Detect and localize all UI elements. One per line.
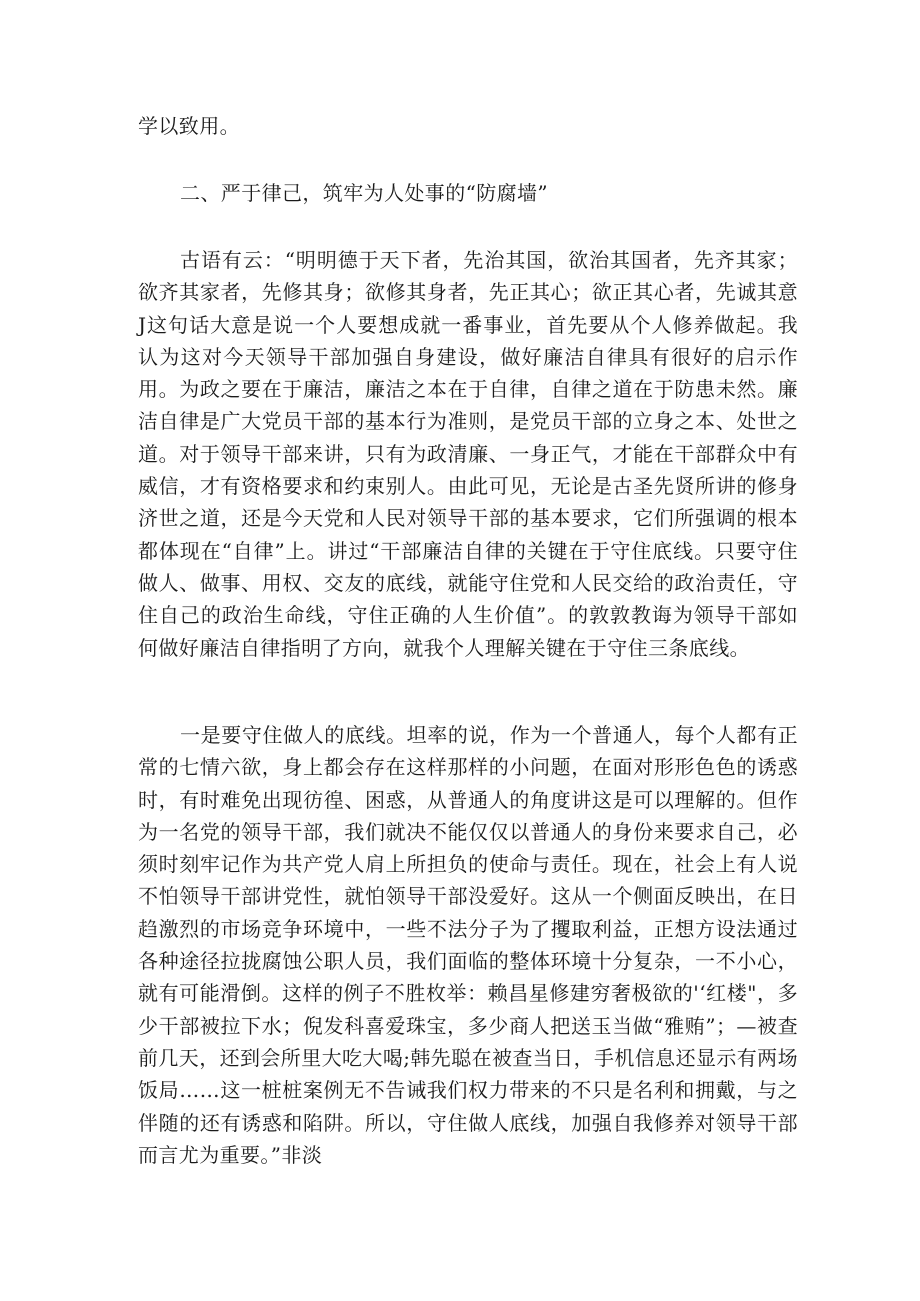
- paragraph-bottom-line-of-conduct: 一是要守住做人的底线。坦率的说，作为一个普通人，每个人都有正常的七情六欲，身上都会存在这样那样的小问题，在面对形形色色的诱惑时，有时难免出现彷徨、困惑，从普通人的角度讲这是可以理解的。但作为一名党的领导干部，我们就决不能仅仅以普通人的身份来要求自己，必须时刻牢记作为共产党人肩上所担负的使命与责任。现在，社会上有人说不怕领导干部讲党性，就怕领导干部没爱好。这从一个侧面反映出，在日趋激烈的市场竞争环境中，一些不法分子为了攫取利益，正想方设法通过各种途径拉拢腐蚀公职人员，我们面临的整体环境十分复杂，一不小心，就有可能滑倒。这样的例子不胜枚举：赖昌星修建穷奢极欲的'‘红楼"，多少干部被拉下水；倪发科喜爱珠宝，多少商人把送玉当做“雅贿”；—被查前几天，还到会所里大吃大喝;韩先聪在被查当日，手机信息还显示有两场饭局……这一桩桩案例无不告诫我们权力带来的不只是名利和拥戴，与之伴随的还有诱惑和陷阱。所以，守住做人底线，加强自我修养对领导干部而言尤为重要。”非淡: [138, 723, 798, 1167]
- section-heading: 二、严于律己，筑牢为人处事的“防腐墙”: [180, 181, 549, 205]
- paragraph-ancient-saying: 古语有云：“明明德于天下者，先治其国，欲治其国者，先齐其家；欲齐其家者，先修其身；欲修其身者，先正其心；欲正其心者，先诚其意J这句话大意是说一个人要想成就一番事业，首先要从个人修养做起。我认为这对今天领导干部加强自身建设，做好廉洁自律具有很好的启示作用。为政之要在于廉洁，廉洁之本在于自律，自律之道在于防患未然。廉洁自律是广大党员干部的基本行为准则，是党员干部的立身之本、处世之道。对于领导干部来讲，只有为政清廉、一身正气，才能在干部群众中有威信，才有资格要求和约束别人。由此可见，无论是古圣先贤所讲的修身济世之道，还是今天党和人民对领导干部的基本要求，它们所强调的根本都体现在“自律”上。讲过“干部廉洁自律的关键在于守住底线。只要守住做人、做事、用权、交友的底线，就能守住党和人民交给的政治责任，守住自己的政治生命线，守住正确的人生价值”。的敦敦教诲为领导干部如何做好廉洁自律指明了方向，就我个人理解关键在于守住三条底线。: [138, 248, 798, 660]
- paragraph-closing-line: 学以致用。: [138, 114, 240, 138]
